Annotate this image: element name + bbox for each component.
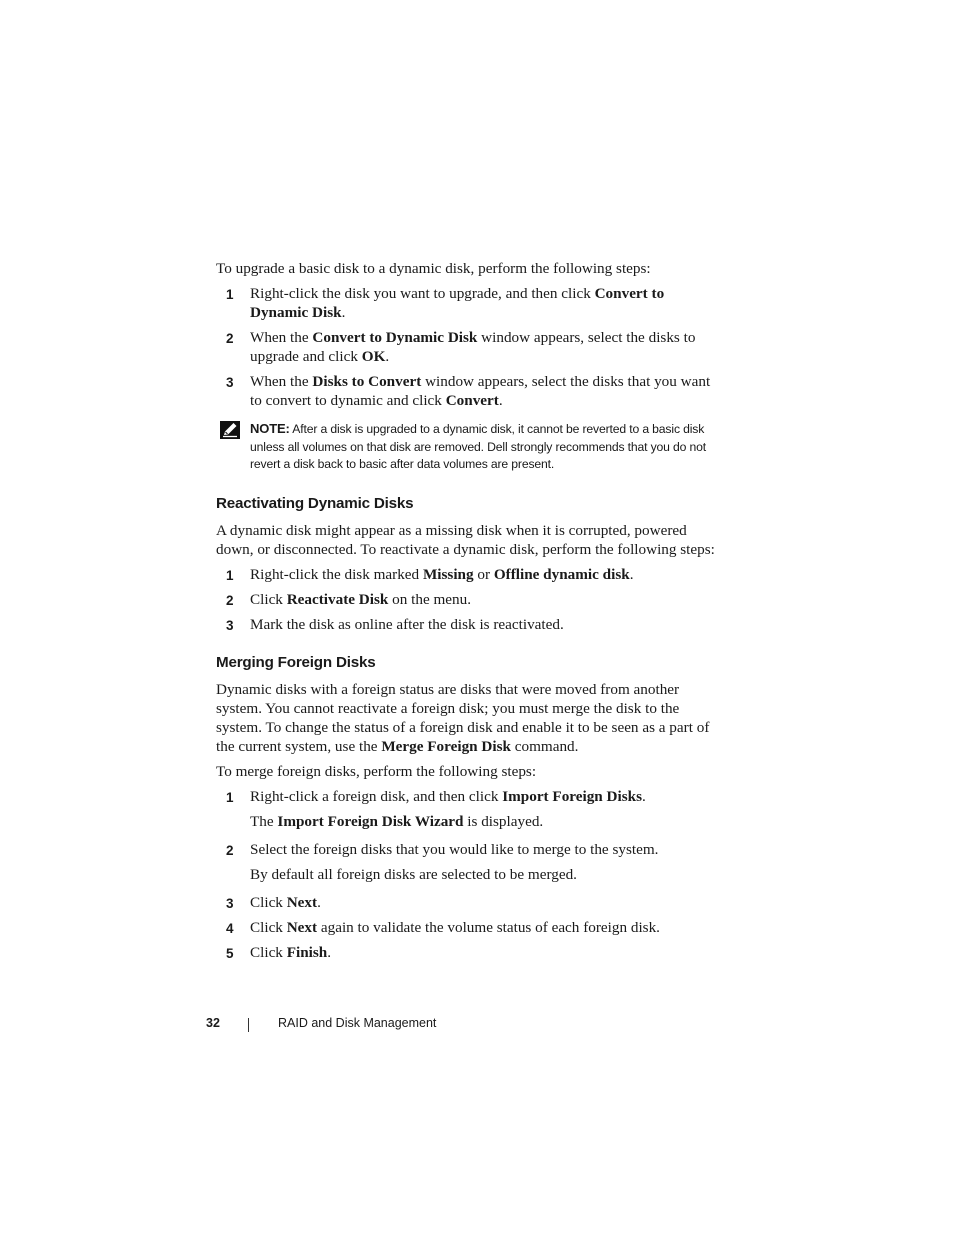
step-number: 3 bbox=[226, 617, 234, 633]
ui-term: Missing bbox=[422, 565, 474, 583]
step-text: Click bbox=[250, 590, 287, 608]
chapter-title: RAID and Disk Management bbox=[278, 1016, 437, 1030]
ui-term: Next bbox=[286, 918, 318, 936]
note-pencil-icon bbox=[220, 421, 240, 439]
step-text: . bbox=[385, 348, 390, 365]
upgrade-step bbox=[216, 328, 716, 366]
step-text: window appears, select the disks to upgrade and click bbox=[250, 329, 696, 365]
paragraph-text: Dynamic disks with a foreign status are disks that were moved from another system. You cannot reactivate a foreign disk; you must merge the disk to the system. To change the status of a foreign disk and enable it to be seen as a part of the current system, use the bbox=[216, 680, 710, 755]
step-text: window appears, select the disks that you want to convert to dynamic and click bbox=[250, 373, 711, 409]
merge-step-note: By default all foreign disks are selected to be merged. bbox=[250, 865, 577, 883]
step-text: Click bbox=[250, 893, 287, 911]
ui-term: Convert to Dynamic Disk bbox=[250, 285, 665, 321]
merge-step bbox=[216, 787, 716, 806]
step-text: . bbox=[642, 787, 646, 805]
step-text: When the bbox=[250, 329, 313, 346]
step-text: . bbox=[341, 304, 346, 321]
ui-term: Merge Foreign Disk bbox=[381, 737, 511, 755]
merge-step bbox=[216, 943, 716, 962]
step-number: 3 bbox=[226, 375, 234, 390]
reactivating-paragraph: A dynamic disk might appear as a missing disk when it is corrupted, powered down, or disconnected. To reactivate a dynamic disk, perform the following steps: bbox=[216, 521, 715, 558]
step-text: Select the foreign disks that you would like to merge to the system. bbox=[250, 840, 659, 858]
step-text: Right-click a foreign disk, and then click bbox=[250, 787, 503, 805]
page-footer bbox=[206, 1015, 606, 1035]
step-text: Click bbox=[250, 918, 287, 936]
merge-step bbox=[216, 893, 716, 912]
note-text: After a disk is upgraded to a dynamic disk, it cannot be reverted to a basic disk unless all volumes on that disk are removed. Dell strongly recommends that you do not revert a disk back to basic after data volumes are present. bbox=[250, 422, 707, 471]
ui-term: Convert bbox=[445, 392, 499, 409]
ui-term: Import Foreign Disk Wizard bbox=[277, 812, 464, 830]
step-text: on the menu. bbox=[388, 590, 472, 608]
step-number: 1 bbox=[226, 287, 234, 302]
step-text: again to validate the volume status of each foreign disk. bbox=[317, 918, 660, 936]
step-number: 2 bbox=[226, 331, 234, 346]
ui-term: Disks to Convert bbox=[312, 373, 422, 390]
step-text: . bbox=[629, 565, 634, 583]
step-text: Right-click the disk marked bbox=[250, 565, 423, 583]
step-text: is displayed. bbox=[463, 812, 544, 830]
note-label: NOTE: bbox=[250, 421, 290, 436]
step-text: The bbox=[250, 812, 278, 830]
section-heading-merging: Merging Foreign Disks bbox=[216, 653, 376, 671]
step-number: 2 bbox=[226, 592, 234, 608]
step-text: Click bbox=[250, 943, 287, 961]
step-number: 2 bbox=[226, 842, 234, 858]
step-number: 1 bbox=[226, 789, 234, 805]
ui-term: Offline dynamic disk bbox=[493, 565, 630, 583]
reactivate-step bbox=[216, 565, 716, 584]
page-number: 32 bbox=[206, 1016, 220, 1030]
step-text: . bbox=[498, 392, 503, 409]
step-number: 3 bbox=[226, 895, 234, 911]
step-number: 5 bbox=[226, 945, 234, 961]
step-text: or bbox=[473, 565, 494, 583]
reactivate-step bbox=[216, 615, 716, 634]
note-box bbox=[216, 420, 716, 474]
merging-intro: To merge foreign disks, perform the following steps: bbox=[216, 762, 537, 780]
paragraph-text: command. bbox=[510, 737, 579, 755]
ui-term: OK bbox=[361, 348, 386, 365]
step-text: . bbox=[317, 893, 321, 911]
merging-paragraph bbox=[216, 680, 716, 756]
ui-term: Next bbox=[286, 893, 318, 911]
ui-term: Reactivate Disk bbox=[286, 590, 389, 608]
upgrade-step bbox=[216, 284, 716, 322]
ui-term: Import Foreign Disks bbox=[502, 787, 643, 805]
upgrade-intro: To upgrade a basic disk to a dynamic disk, perform the following steps: bbox=[216, 260, 651, 277]
page-content bbox=[216, 259, 716, 968]
merge-step-note bbox=[216, 812, 716, 831]
footer-divider bbox=[248, 1018, 249, 1032]
step-number: 4 bbox=[226, 920, 234, 936]
step-text: Right-click the disk you want to upgrade, and then click bbox=[250, 285, 595, 302]
section-heading-reactivating: Reactivating Dynamic Disks bbox=[216, 494, 414, 512]
ui-term: Convert to Dynamic Disk bbox=[312, 329, 478, 346]
merge-step bbox=[216, 918, 716, 937]
step-text: . bbox=[327, 943, 332, 961]
merge-step bbox=[216, 840, 716, 859]
upgrade-step bbox=[216, 372, 716, 410]
step-text: Mark the disk as online after the disk is reactivated. bbox=[250, 615, 564, 633]
reactivate-step bbox=[216, 590, 716, 609]
step-number: 1 bbox=[226, 567, 234, 583]
step-text: When the bbox=[250, 373, 313, 390]
ui-term: Finish bbox=[286, 943, 328, 961]
